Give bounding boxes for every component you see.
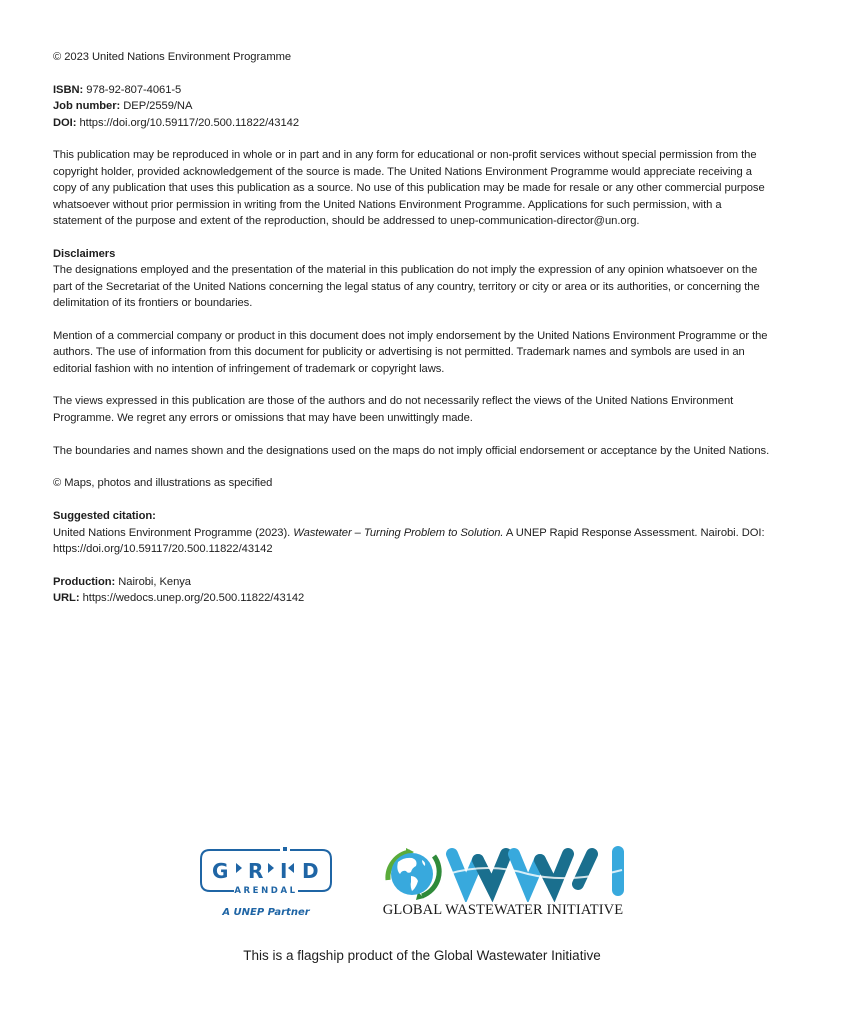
isbn-label: ISBN: <box>53 83 84 96</box>
copyright-line: © 2023 United Nations Environment Programme <box>53 51 292 63</box>
citation-title: Wastewater – Turning Problem to Solution. <box>293 526 504 539</box>
reproduction-notice: This publication may be reproduced in whole or in part and in any form for educational or non-profit services without special permission from the copyright holder, provided acknowledgement of the source is made. The United Nations Environment Programme would appreciate receiving a copy of any publication that uses this publication as a source. No use of this publication may be made for resale or any other commercial purpose whatsoever without prior permission in writing from the United Nations Environment Programme. Applications for such permission, with a statement of the purpose and extent of the reproduction, should be addressed to unep-communication-director@un.org. <box>53 149 765 228</box>
grid-letter-d: D <box>302 859 319 883</box>
imprint-page <box>53 49 773 623</box>
doi-link[interactable]: https://doi.org/10.59117/20.500.11822/43142 <box>76 116 299 129</box>
disclaimers-section <box>53 246 773 492</box>
production-block <box>53 574 773 607</box>
grid-subtitle: ARENDAL <box>234 886 298 896</box>
isbn-line <box>53 84 181 96</box>
citation-text <box>53 525 773 558</box>
disclaimer-paragraph: The views expressed in this publication are those of the authors and do not necessarily reflect the views of the United Nations Environment Programme. We regret any errors or omissions that may have been unwittingly made. <box>53 395 734 424</box>
gwwi-name: GLOBAL WASTEWATER INITIATIVE <box>382 902 624 918</box>
doi-line <box>53 117 299 129</box>
job-number-label: Job number: <box>53 100 121 113</box>
doi-label: DOI: <box>53 116 77 129</box>
citation-section <box>53 508 773 557</box>
grid-arendal-logo <box>198 847 334 925</box>
flagship-note: This is a flagship product of the Global Wastewater Initiative <box>243 948 601 963</box>
url-link[interactable]: https://wedocs.unep.org/20.500.11822/43142 <box>79 592 305 605</box>
disclaimer-paragraph: The designations employed and the presentation of the material in this publication do not imply the expression of any opinion whatsoever on the part of the Secretariat of the United Nations concerning the legal status of any country, territory or city or area or its authorities, or concerning the delimitation of its frontiers or boundaries. <box>53 264 760 310</box>
citation-suffix: A UNEP Rapid Response Assessment. Nairobi. DOI: https://doi.org/10.59117/20.500.11822/43142 <box>53 526 765 556</box>
gwwi-mark-icon <box>378 844 628 902</box>
citation-prefix: United Nations Environment Programme (2023). <box>53 526 294 539</box>
production-value: Nairobi, Kenya <box>115 575 191 588</box>
job-number-line <box>53 100 192 112</box>
production-line <box>53 576 191 588</box>
isbn-value: 978-92-807-4061-5 <box>83 83 182 96</box>
grid-tagline: A UNEP Partner <box>222 907 310 918</box>
url-label: URL: <box>53 592 80 605</box>
grid-letter-r: R <box>248 859 264 883</box>
job-number-value: DEP/2559/NA <box>120 100 193 113</box>
grid-frame-icon <box>198 847 334 905</box>
gwwi-logo <box>378 844 628 922</box>
image-credits: © Maps, photos and illustrations as specified <box>53 477 273 490</box>
disclaimer-paragraph: The boundaries and names shown and the designations used on the maps do not imply official endorsement or acceptance by the United Nations. <box>53 444 770 457</box>
disclaimers-heading: Disclaimers <box>53 247 116 260</box>
partner-logos <box>0 840 844 930</box>
production-label: Production: <box>53 575 116 588</box>
identifiers-block <box>53 82 773 131</box>
citation-heading: Suggested citation: <box>53 510 156 523</box>
url-line <box>53 592 304 604</box>
disclaimer-paragraph: Mention of a commercial company or product in this document does not imply endorsement by the United Nations Environment Programme or the authors. The use of information from this document for publicity or advertising is not permitted. Trademark names and symbols are used in an editorial fashion with no intention of infringement of trademark or copyright laws. <box>53 329 768 375</box>
grid-letter-i: I <box>280 859 288 883</box>
grid-letter-g: G <box>212 859 229 883</box>
